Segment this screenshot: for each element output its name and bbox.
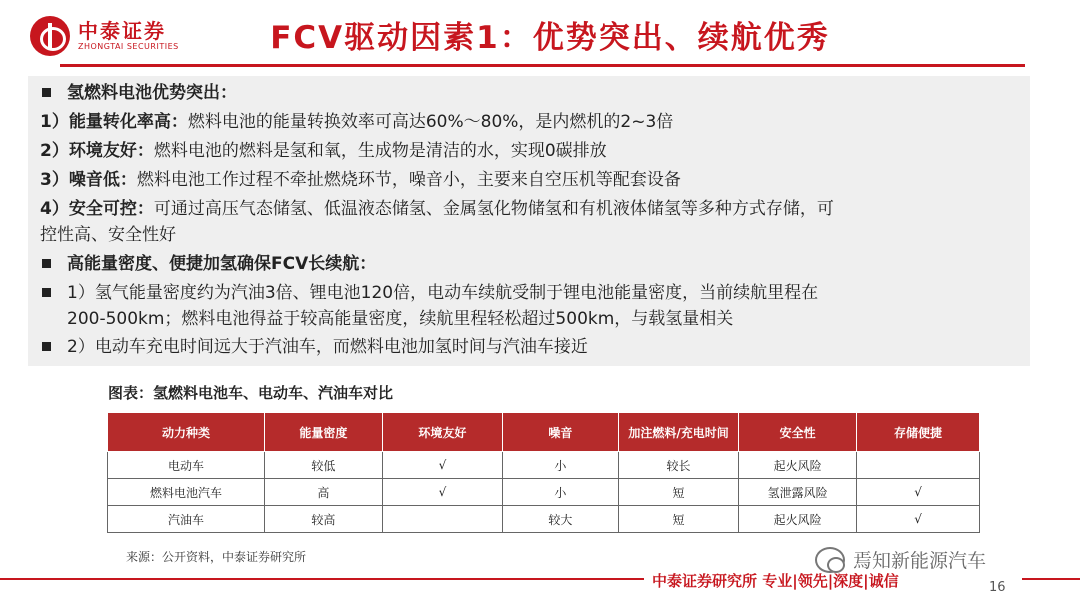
watermark-text: 焉知新能源汽车 [853,550,987,572]
point-line-4: 3）噪音低：燃料电池工作过程不牵扯燃烧环节，噪音小，主要来自空压机等配套设备 [40,170,681,190]
logo-en-text: ZHONGTAI SECURITIES [78,42,179,51]
comparison-table [107,412,980,533]
table-cell: √ [382,452,502,479]
header-divider [60,64,1025,67]
bullet-line-1: 氢燃料电池优势突出： [42,82,237,104]
bullet-line-8: 2）电动车充电时间远大于汽油车，而燃料电池加氢时间与汽油车接近 [42,336,588,358]
table-header-cell: 安全性 [739,413,857,452]
table-header-cell: 环境友好 [382,413,502,452]
table-cell: 起火风险 [739,506,857,533]
table-cell: 汽油车 [108,506,265,533]
table-header-cell: 加注燃料/充电时间 [618,413,738,452]
table-cell: 较大 [502,506,618,533]
table-cell: √ [857,479,980,506]
table-cell [857,452,980,479]
slide-title: FCV驱动因素1：优势突出、续航优秀 [270,20,830,56]
page-number: 16 [989,580,1006,595]
table-cell: 小 [502,452,618,479]
content-box [28,76,1030,366]
table-cell: 小 [502,479,618,506]
table-cell: 较长 [618,452,738,479]
table-cell: 短 [618,479,738,506]
table-row [108,479,980,506]
table-cell: 高 [264,479,382,506]
footer-divider-right [1022,578,1080,580]
table-cell: √ [857,506,980,533]
table-header-cell: 噪音 [502,413,618,452]
point-line-2: 1）能量转化率高：燃料电池的能量转换效率可高达60%～80%，是内燃机的2~3倍 [40,112,674,132]
table-header-cell: 存储便捷 [857,413,980,452]
table-cell: 较低 [264,452,382,479]
table-cell: √ [382,479,502,506]
bullet-line-6: 高能量密度、便捷加氢确保FCV长续航： [42,253,376,275]
square-bullet-icon [42,88,51,97]
square-bullet-icon [42,342,51,351]
logo-cn-text: 中泰证券 [78,19,166,43]
point-line-5b: 控性高、安全性好 [40,225,176,245]
table-row [108,452,980,479]
point-line-3: 2）环境友好：燃料电池的燃料是氢和氧，生成物是清洁的水，实现0碳排放 [40,141,607,161]
table-cell: 氢泄露风险 [739,479,857,506]
bullet-line-7b: 200-500km；燃料电池得益于较高能量密度，续航里程轻松超过500km，与载氢量相关 [67,309,734,329]
wechat-icon [815,547,845,573]
table-cell: 起火风险 [739,452,857,479]
table-cell [382,506,502,533]
slide-header [0,0,1080,70]
table-cell: 较高 [264,506,382,533]
table-title: 图表：氢燃料电池车、电动车、汽油车对比 [108,384,394,402]
table-header-cell: 能量密度 [264,413,382,452]
footer-slogan: 中泰证券研究所 专业|领先|深度|诚信 [652,572,899,590]
table-header-cell: 动力种类 [108,413,265,452]
square-bullet-icon [42,288,51,297]
logo-mark-icon [30,16,70,56]
table-row [108,506,980,533]
source-note: 来源：公开资料，中泰证券研究所 [126,550,307,564]
footer-divider-left [0,578,644,580]
table-header-row [108,413,980,452]
table-cell: 电动车 [108,452,265,479]
watermark [815,546,986,573]
table-cell: 燃料电池汽车 [108,479,265,506]
square-bullet-icon [42,259,51,268]
bullet-line-7: 1）氢气能量密度约为汽油3倍、锂电池120倍，电动车续航受制于锂电池能量密度，当前续航里程在 [42,282,818,304]
company-logo [30,16,179,56]
point-line-5: 4）安全可控：可通过高压气态储氢、低温液态储氢、金属氢化物储氢和有机液体储氢等多种方式存储，可 [40,199,834,219]
table-cell: 短 [618,506,738,533]
